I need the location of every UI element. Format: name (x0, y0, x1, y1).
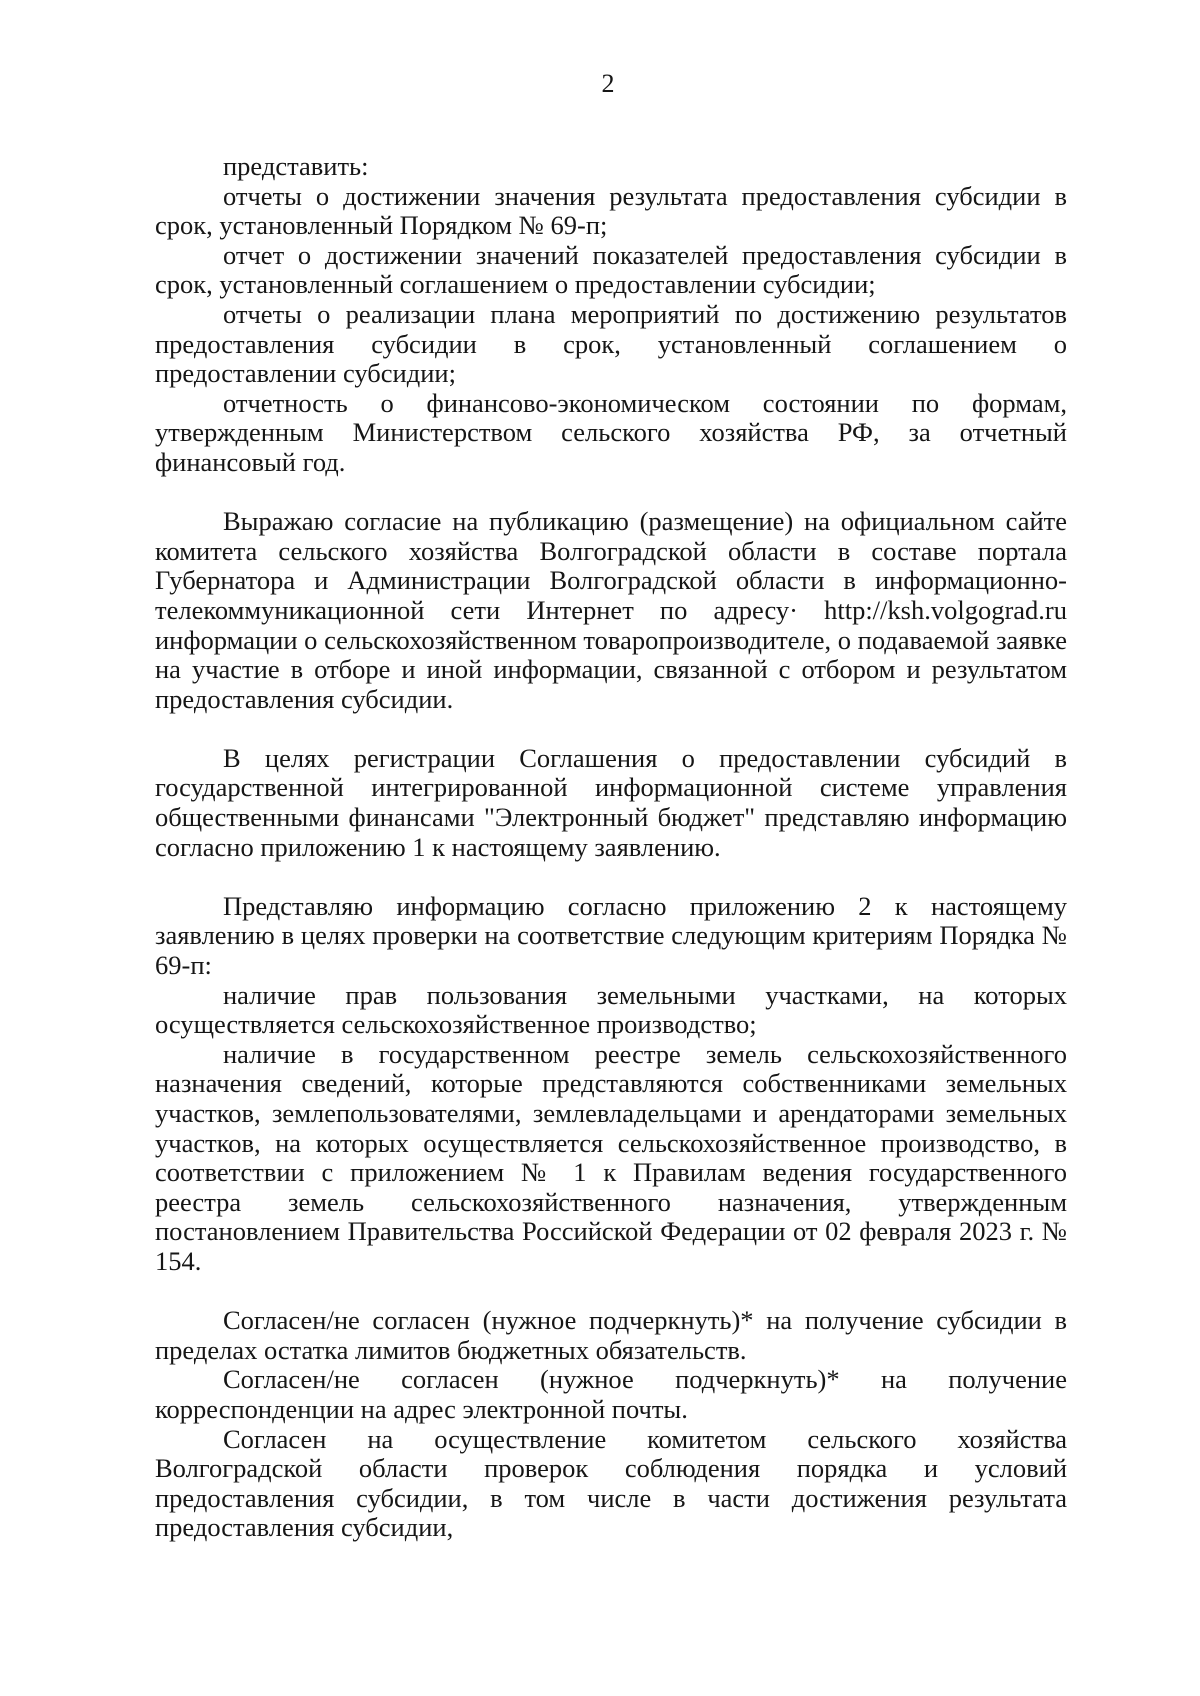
paragraph-inspection-consent: Согласен на осуществление комитетом сельского хозяйства Волгоградской области проверок соблюдения порядка и условий предоставления субсидии, в том числе в части достижения результата предоставления субсидии, (155, 1423, 1067, 1543)
paragraph-financial-reporting: отчетность о финансово-экономическом состоянии по формам, утвержденным Министерством сельского хозяйства РФ, за отчетный финансовый год. (155, 387, 1067, 477)
paragraph-submit-intro: представить: (223, 151, 369, 181)
paragraph-plan-reports: отчеты о реализации плана мероприятий по достижению результатов предоставления субсидии в срок, установленный соглашением о предоставлении субсидии; (155, 298, 1067, 389)
paragraph-agreement-registration: В целях регистрации Соглашения о предоставлении субсидий в государственной интегрированной информационной системе управления общественными финансами "Электронный бюджет" представляю информацию согласно приложению 1 к настоящему заявлению. (155, 742, 1067, 862)
paragraph-land-rights: наличие прав пользования земельными участками, на которых осуществляется сельскохозяйственное производство; (155, 979, 1067, 1040)
paragraph-land-registry: наличие в государственном реестре земель сельскохозяйственного назначения сведений, которые представляются собственниками земельных участков, землепользователями, землевладельцами и арендаторами земельных участков, на которых осуществляется сельскохозяйственное производство, в соответствии с приложением № 1 к Правилам ведения государственного реестра земель сельскохозяйственного назначения, утвержденным постановлением Правительства Российской Федерации от 02 февраля 2023 г. № 154. (155, 1038, 1067, 1276)
document-body (155, 152, 1067, 1543)
page-number: 2 (601, 69, 615, 98)
paragraph-publication-consent: Выражаю согласие на публикацию (размещение) на официальном сайте комитета сельского хозяйства Волгоградской области в составе портала Губернатора и Администрации Волгоградской области в информационно-телекоммуникационной сети Интернет по адресу· http://ksh.volgograd.ru информации о сельскохозяйственном товаропроизводителе, о подаваемой заявке на участие в отборе и иной информации, связанной с отбором и результатом предоставления субсидии. (155, 506, 1067, 714)
paragraph-email-consent: Согласен/не согласен (нужное подчеркнуть)* на получение корреспонденции на адрес электронной почты. (155, 1364, 1067, 1424)
paragraph-indicator-report: отчет о достижении значений показателей предоставления субсидии в срок, установленный соглашением о предоставлении субсидии; (155, 239, 1067, 300)
paragraph-limits-consent: Согласен/не согласен (нужное подчеркнуть)* на получение субсидии в пределах остатка лимитов бюджетных обязательств. (155, 1305, 1067, 1365)
paragraph-result-reports: отчеты о достижении значения результата предоставления субсидии в срок, установленный Порядком № 69-п; (155, 180, 1067, 241)
paragraph-criteria-intro: Представляю информацию согласно приложению 2 к настоящему заявлению в целях проверки на соответствие следующим критериям Порядка № 69-п: (155, 890, 1067, 981)
